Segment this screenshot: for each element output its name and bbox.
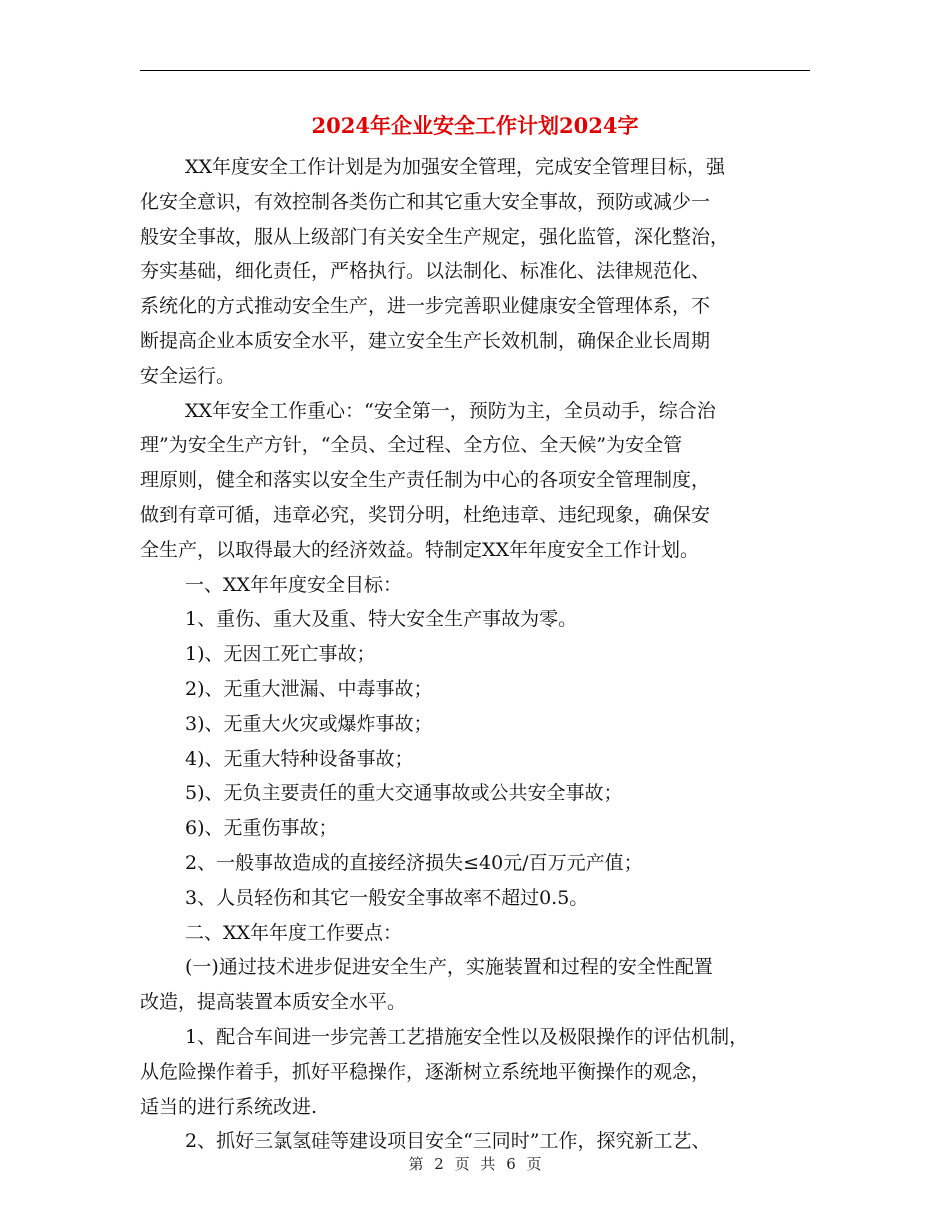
header-rule: [140, 70, 810, 71]
page-label-mid: 页: [454, 1155, 470, 1173]
paragraph-line: 全生产，以取得最大的经济效益。特制定XX年年度安全工作计划。: [140, 538, 700, 561]
page-label-suffix: 页: [526, 1155, 542, 1173]
paragraph-line: 夯实基础，细化责任，严格执行。以法制化、标准化、法律规范化、: [140, 260, 711, 283]
list-item: 4)、无重大特种设备事故；: [185, 747, 414, 770]
paragraph-line: 理原则，健全和落实以安全生产责任制为中心的各项安全管理制度，: [140, 469, 711, 492]
section-heading: 二、XX年年度工作要点：: [185, 921, 403, 944]
paragraph-line: 2、抓好三氯氢硅等建设项目安全“三同时”工作，探究新工艺、: [185, 1130, 711, 1153]
paragraph-line: 断提高企业本质安全水平，建立安全生产长效机制，确保企业长周期: [140, 329, 711, 352]
list-item: 3、人员轻伤和其它一般安全事故率不超过0.5。: [185, 886, 589, 909]
paragraph-line: 1、配合车间进一步完善工艺措施安全性以及极限操作的评估机制，: [185, 1025, 749, 1048]
paragraph-line: XX年度安全工作计划是为加强安全管理，完成安全管理目标，强: [185, 156, 726, 178]
list-item: 1)、无因工死亡事故；: [185, 643, 376, 666]
paragraph-line: 做到有章可循，违章必究，奖罚分明，杜绝违章、违纪现象，确保安: [140, 503, 711, 526]
paragraph-line: 安全运行。: [140, 364, 236, 387]
list-item: 2、一般事故造成的直接经济损失≤40元/百万元产值；: [185, 851, 643, 874]
page-total-prefix: 共: [480, 1155, 496, 1173]
paragraph-line: 化安全意识，有效控制各类伤亡和其它重大安全事故，预防或减少一: [140, 190, 711, 213]
paragraph-line: 适当的进行系统改进.: [140, 1095, 318, 1118]
page-total: 6: [506, 1155, 516, 1173]
paragraph-line: XX年安全工作重心：“安全第一，预防为主，全员动手，综合治: [185, 399, 716, 422]
list-item: 6)、无重伤事故；: [185, 817, 338, 840]
page-label-prefix: 第: [408, 1155, 424, 1173]
document-title: 2024年企业安全工作计划2024字: [311, 113, 639, 138]
list-item: 5)、无负主要责任的重大交通事故或公共安全事故；: [185, 782, 623, 805]
list-item: 2)、无重大泄漏、中毒事故；: [185, 677, 433, 700]
paragraph-line: 改造，提高装置本质安全水平。: [140, 991, 407, 1014]
section-heading: 一、XX年年度安全目标：: [185, 573, 403, 596]
paragraph-line: (一)通过技术进步促进安全生产，实施装置和过程的安全性配置: [185, 956, 713, 979]
paragraph-line: 般安全事故，服从上级部门有关安全生产规定，强化监管，深化整治，: [140, 225, 730, 248]
list-item: 1、重伤、重大及重、特大安全生产事故为零。: [185, 608, 578, 631]
paragraph-line: 理”为安全生产方针，“全员、全过程、全方位、全天候”为安全管: [140, 434, 683, 457]
list-item: 3)、无重大火灾或爆炸事故；: [185, 712, 433, 735]
paragraph-line: 系统化的方式推动安全生产，进一步完善职业健康安全管理体系，不: [140, 295, 711, 318]
paragraph-line: 从危险操作着手，抓好平稳操作，逐渐树立系统地平衡操作的观念，: [140, 1060, 711, 1083]
page-current: 2: [434, 1155, 444, 1173]
document-body: [140, 150, 810, 1159]
page-footer: [0, 1153, 950, 1175]
